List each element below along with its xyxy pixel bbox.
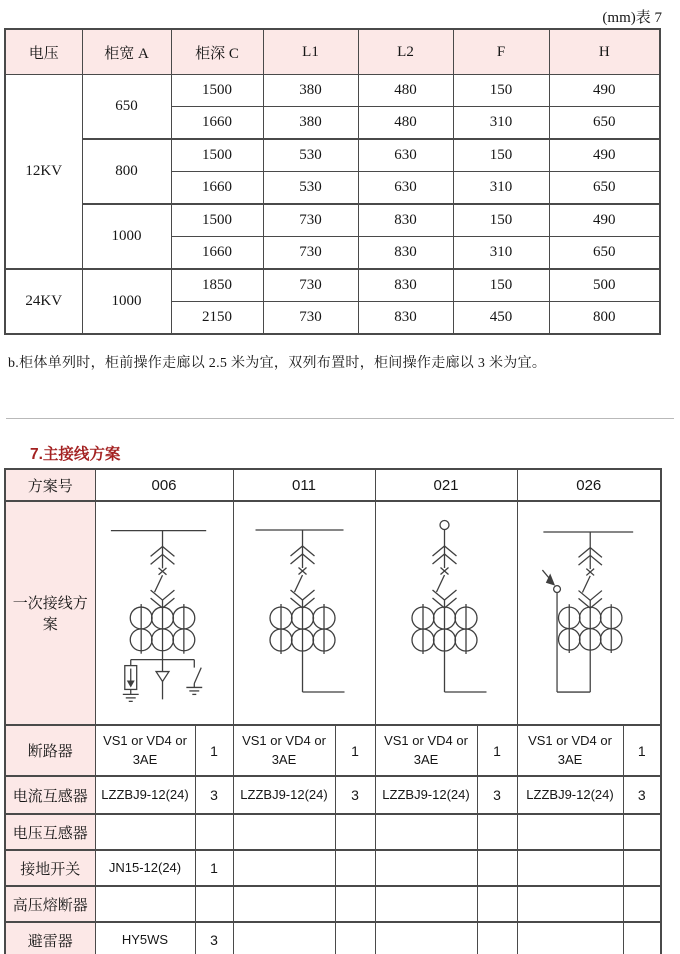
qty-cell: 1 — [477, 725, 517, 776]
model-cell: JN15-12(24) — [95, 850, 195, 886]
dim-cell: 730 — [263, 237, 358, 270]
scheme-diagram-021 — [375, 501, 517, 725]
row-label-breaker: 断路器 — [5, 725, 95, 776]
voltage-cell-12kv: 12KV — [5, 75, 82, 270]
dim-header-h: H — [549, 29, 660, 75]
dim-header-row — [5, 29, 660, 75]
dim-cell: 830 — [358, 302, 453, 335]
model-cell — [233, 922, 335, 954]
width-cell-1000: 1000 — [82, 204, 171, 269]
component-row-current-transformer — [5, 776, 661, 814]
dim-cell: 650 — [549, 237, 660, 270]
dim-cell: 800 — [549, 302, 660, 335]
component-row-hv-fuse — [5, 886, 661, 922]
dim-cell: 1660 — [171, 172, 263, 205]
diagram-row — [5, 501, 661, 725]
dim-cell: 480 — [358, 75, 453, 107]
model-cell: VS1 or VD4 or 3AE — [95, 725, 195, 776]
model-cell — [517, 922, 623, 954]
qty-cell: 3 — [477, 776, 517, 814]
dim-cell: 310 — [453, 237, 549, 270]
qty-cell: 1 — [195, 850, 233, 886]
qty-cell — [335, 922, 375, 954]
model-cell — [233, 886, 335, 922]
dim-cell: 490 — [549, 75, 660, 107]
qty-cell — [477, 922, 517, 954]
dim-cell: 490 — [549, 139, 660, 172]
model-cell: VS1 or VD4 or 3AE — [517, 725, 623, 776]
scheme-table — [4, 468, 662, 954]
dimension-table — [4, 28, 661, 335]
qty-cell: 3 — [623, 776, 661, 814]
qty-cell: 3 — [195, 922, 233, 954]
component-row-breaker — [5, 725, 661, 776]
scheme-diagram-011 — [233, 501, 375, 725]
diagram-row-label: 一次接线方案 — [5, 501, 95, 725]
dim-cell: 480 — [358, 107, 453, 140]
table-row — [5, 139, 660, 172]
dim-cell: 650 — [549, 172, 660, 205]
scheme-header-006: 006 — [95, 469, 233, 501]
model-cell: LZZBJ9-12(24) — [517, 776, 623, 814]
dim-cell: 630 — [358, 172, 453, 205]
dim-cell: 150 — [453, 139, 549, 172]
model-cell: LZZBJ9-12(24) — [233, 776, 335, 814]
dim-header-l1: L1 — [263, 29, 358, 75]
dim-cell: 830 — [358, 269, 453, 302]
component-row-arrester — [5, 922, 661, 954]
dim-cell: 1850 — [171, 269, 263, 302]
qty-cell: 3 — [335, 776, 375, 814]
dim-cell: 730 — [263, 204, 358, 237]
qty-cell — [477, 850, 517, 886]
qty-cell: 1 — [335, 725, 375, 776]
row-label-earthing-switch: 接地开关 — [5, 850, 95, 886]
scheme-header-corner: 方案号 — [5, 469, 95, 501]
component-row-voltage-transformer — [5, 814, 661, 850]
dim-cell: 730 — [263, 302, 358, 335]
dim-cell: 730 — [263, 269, 358, 302]
model-cell — [375, 850, 477, 886]
surge-arrester-symbol — [122, 660, 138, 702]
qty-cell — [623, 886, 661, 922]
model-cell — [233, 850, 335, 886]
dim-cell: 530 — [263, 172, 358, 205]
table-row — [5, 75, 660, 107]
table-row — [5, 269, 660, 302]
dim-cell: 310 — [453, 172, 549, 205]
width-cell-1000b: 1000 — [82, 269, 171, 334]
qty-cell — [477, 886, 517, 922]
qty-cell — [623, 922, 661, 954]
dim-cell: 1660 — [171, 237, 263, 270]
earthing-switch-symbol — [186, 660, 202, 695]
dim-cell: 150 — [453, 204, 549, 237]
cable-terminal — [440, 521, 449, 569]
qty-cell — [195, 886, 233, 922]
dim-cell: 830 — [358, 237, 453, 270]
dim-cell: 830 — [358, 204, 453, 237]
dim-header-width-a: 柜宽 A — [82, 29, 171, 75]
model-cell — [517, 850, 623, 886]
model-cell — [375, 886, 477, 922]
dim-header-voltage: 电压 — [5, 29, 82, 75]
qty-cell — [623, 814, 661, 850]
qty-cell — [335, 850, 375, 886]
table-caption: (mm)表 7 — [602, 10, 662, 26]
model-cell: VS1 or VD4 or 3AE — [233, 725, 335, 776]
dim-cell: 1500 — [171, 75, 263, 107]
note-text: b.柜体单列时，柜前操作走廊以 2.5 米为宜，双列布置时，柜间操作走廊以 3 米为宜。 — [8, 356, 547, 371]
dim-cell: 450 — [453, 302, 549, 335]
qty-cell — [195, 814, 233, 850]
dim-cell: 150 — [453, 75, 549, 107]
dim-cell: 380 — [263, 75, 358, 107]
qty-cell — [335, 886, 375, 922]
qty-cell: 1 — [623, 725, 661, 776]
single-line-diagram-006 — [96, 502, 233, 724]
dim-cell: 490 — [549, 204, 660, 237]
row-label-arrester: 避雷器 — [5, 922, 95, 954]
scheme-header-021: 021 — [375, 469, 517, 501]
section-heading: 7.主接线方案 — [30, 446, 121, 463]
dim-cell: 650 — [549, 107, 660, 140]
qty-cell: 1 — [195, 725, 233, 776]
model-cell — [233, 814, 335, 850]
scheme-diagram-026 — [517, 501, 661, 725]
model-cell — [95, 814, 195, 850]
dim-cell: 630 — [358, 139, 453, 172]
component-row-earthing-switch — [5, 850, 661, 886]
model-cell — [517, 886, 623, 922]
single-line-diagram-021 — [376, 502, 517, 724]
cable-outgoing-symbol — [156, 672, 169, 700]
busbar-line — [543, 532, 633, 569]
model-cell: VS1 or VD4 or 3AE — [375, 725, 477, 776]
qty-cell — [623, 850, 661, 886]
model-cell — [375, 922, 477, 954]
dim-cell: 1500 — [171, 204, 263, 237]
dim-cell: 530 — [263, 139, 358, 172]
qty-cell — [477, 814, 517, 850]
table-row — [5, 204, 660, 237]
width-cell-800: 800 — [82, 139, 171, 204]
row-label-current-transformer: 电流互感器 — [5, 776, 95, 814]
model-cell — [95, 886, 195, 922]
model-cell: LZZBJ9-12(24) — [95, 776, 195, 814]
dim-cell: 1660 — [171, 107, 263, 140]
scheme-header-row — [5, 469, 661, 501]
single-line-diagram-026 — [518, 502, 661, 724]
dim-cell: 310 — [453, 107, 549, 140]
dim-header-f: F — [453, 29, 549, 75]
model-cell: HY5WS — [95, 922, 195, 954]
dim-header-depth-c: 柜深 C — [171, 29, 263, 75]
dim-cell: 380 — [263, 107, 358, 140]
scheme-header-011: 011 — [233, 469, 375, 501]
voltage-cell-24kv: 24KV — [5, 269, 82, 334]
dim-cell: 500 — [549, 269, 660, 302]
qty-cell: 3 — [195, 776, 233, 814]
model-cell: LZZBJ9-12(24) — [375, 776, 477, 814]
scheme-diagram-006 — [95, 501, 233, 725]
row-label-voltage-transformer: 电压互感器 — [5, 814, 95, 850]
row-label-hv-fuse: 高压熔断器 — [5, 886, 95, 922]
scheme-header-026: 026 — [517, 469, 661, 501]
model-cell — [517, 814, 623, 850]
qty-cell — [335, 814, 375, 850]
dim-cell: 1500 — [171, 139, 263, 172]
dim-cell: 2150 — [171, 302, 263, 335]
horizontal-divider — [6, 418, 674, 419]
dim-cell: 150 — [453, 269, 549, 302]
model-cell — [375, 814, 477, 850]
dim-header-l2: L2 — [358, 29, 453, 75]
width-cell-650: 650 — [82, 75, 171, 140]
single-line-diagram-011 — [234, 502, 375, 724]
